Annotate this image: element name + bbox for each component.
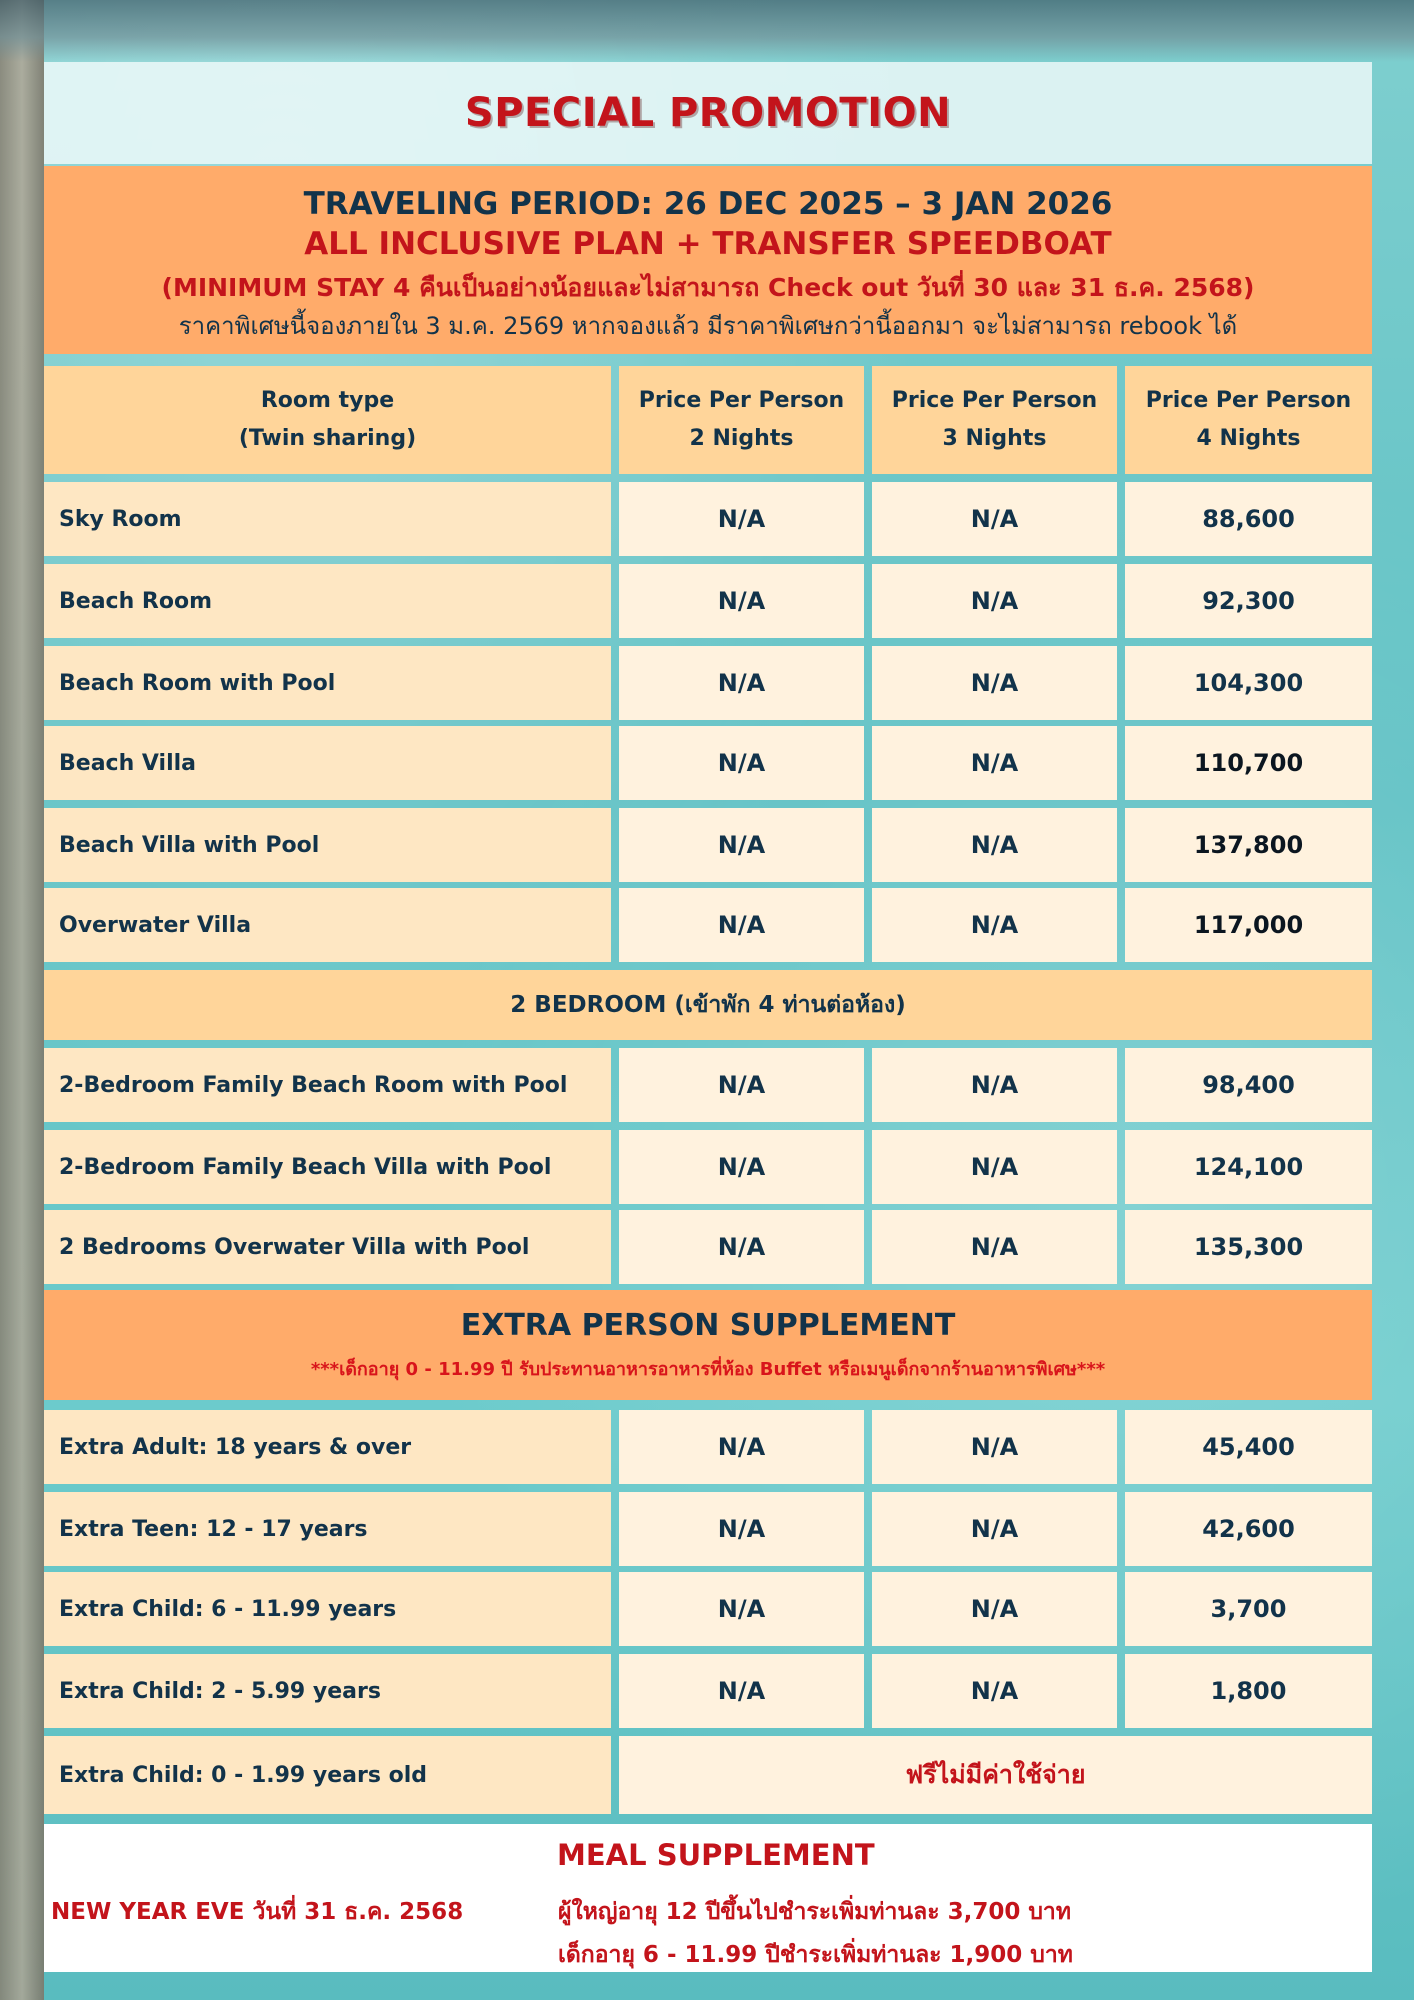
header-line: 2 Nights xyxy=(689,426,794,451)
extra-name: Extra Teen: 12 - 17 years xyxy=(44,1492,611,1566)
title-banner xyxy=(44,62,1372,164)
room-name: Beach Villa with Pool xyxy=(44,808,611,882)
price-2-nights: N/A xyxy=(619,726,864,800)
header-line: (Twin sharing) xyxy=(238,426,417,451)
price-3-nights: N/A xyxy=(872,1410,1117,1484)
price-3-nights: N/A xyxy=(872,1210,1117,1284)
price-4-nights: 98,400 xyxy=(1125,1048,1372,1122)
price-2-nights: N/A xyxy=(619,1210,864,1284)
extra-name: Extra Child: 2 - 5.99 years xyxy=(44,1654,611,1728)
price-4-nights: 117,000 xyxy=(1125,888,1372,962)
price-3-nights: N/A xyxy=(872,1130,1117,1204)
header-line: Price Per Person xyxy=(891,388,1098,413)
meal-supplement-box xyxy=(44,1824,1372,1972)
period-banner xyxy=(44,166,1372,354)
header-room-type xyxy=(44,366,611,474)
header-line: Price Per Person xyxy=(1145,388,1352,413)
price-3-nights: N/A xyxy=(872,1572,1117,1646)
price-3-nights: N/A xyxy=(872,646,1117,720)
extra-person-note: ***เด็กอายุ 0 - 11.99 ปี รับประทานอาหารอาหารที่ห้อง Buffet หรือเมนูเด็กจากร้านอาหารพิเศษ*** xyxy=(310,1359,1106,1380)
room-name: 2 Bedrooms Overwater Villa with Pool xyxy=(44,1210,611,1284)
price-2-nights: N/A xyxy=(619,1048,864,1122)
meal-adult-price: ผู้ใหญ่อายุ 12 ปีขึ้นไปชำระเพิ่มท่านละ 3,700 บาท xyxy=(558,1899,1072,1925)
price-3-nights: N/A xyxy=(872,1048,1117,1122)
plan-name: ALL INCLUSIVE PLAN + TRANSFER SPEEDBOAT xyxy=(304,226,1112,262)
price-2-nights: N/A xyxy=(619,564,864,638)
price-4-nights: 92,300 xyxy=(1125,564,1372,638)
price-3-nights: N/A xyxy=(872,1492,1117,1566)
minimum-stay-note: (MINIMUM STAY 4 คืนเป็นอย่างน้อยและไม่สามารถ Check out วันที่ 30 และ 31 ธ.ค. 2568) xyxy=(161,273,1255,302)
price-4-nights: 45,400 xyxy=(1125,1410,1372,1484)
header-line: 4 Nights xyxy=(1196,426,1301,451)
infant-free-value: ฟรีไม่มีค่าใช้จ่าย xyxy=(619,1736,1372,1814)
page-title: SPECIAL PROMOTION xyxy=(464,90,952,136)
price-2-nights: N/A xyxy=(619,1572,864,1646)
price-4-nights: 42,600 xyxy=(1125,1492,1372,1566)
header-4-nights xyxy=(1125,366,1372,474)
booking-condition: ราคาพิเศษนี้จองภายใน 3 ม.ค. 2569 หากจองแล้ว มีราคาพิเศษกว่านี้ออกมา จะไม่สามารถ rebook ได้ xyxy=(178,312,1238,340)
price-3-nights: N/A xyxy=(872,808,1117,882)
price-4-nights: 110,700 xyxy=(1125,726,1372,800)
background-deck xyxy=(0,0,44,2000)
room-name: 2-Bedroom Family Beach Villa with Pool xyxy=(44,1130,611,1204)
room-name: Sky Room xyxy=(44,482,611,556)
two-bedroom-band: 2 BEDROOM (เข้าพัก 4 ท่านต่อห้อง) xyxy=(44,970,1372,1040)
price-3-nights: N/A xyxy=(872,482,1117,556)
price-2-nights: N/A xyxy=(619,646,864,720)
price-4-nights: 124,100 xyxy=(1125,1130,1372,1204)
price-4-nights: 1,800 xyxy=(1125,1654,1372,1728)
price-4-nights: 3,700 xyxy=(1125,1572,1372,1646)
price-4-nights: 135,300 xyxy=(1125,1210,1372,1284)
price-3-nights: N/A xyxy=(872,564,1117,638)
price-3-nights: N/A xyxy=(872,888,1117,962)
header-line: Price Per Person xyxy=(638,388,845,413)
header-2-nights xyxy=(619,366,864,474)
price-2-nights: N/A xyxy=(619,482,864,556)
extra-name: Extra Adult: 18 years & over xyxy=(44,1410,611,1484)
room-name: 2-Bedroom Family Beach Room with Pool xyxy=(44,1048,611,1122)
price-2-nights: N/A xyxy=(619,1410,864,1484)
extra-name: Extra Child: 0 - 1.99 years old xyxy=(44,1736,611,1814)
header-3-nights xyxy=(872,366,1117,474)
price-2-nights: N/A xyxy=(619,1130,864,1204)
extra-person-title: EXTRA PERSON SUPPLEMENT xyxy=(460,1308,956,1343)
price-2-nights: N/A xyxy=(619,808,864,882)
room-name: Beach Room with Pool xyxy=(44,646,611,720)
extra-person-banner xyxy=(44,1290,1372,1400)
room-name: Overwater Villa xyxy=(44,888,611,962)
price-4-nights: 104,300 xyxy=(1125,646,1372,720)
meal-child-price: เด็กอายุ 6 - 11.99 ปีชำระเพิ่มท่านละ 1,900 บาท xyxy=(558,1942,1073,1968)
new-year-eve-label: NEW YEAR EVE วันที่ 31 ธ.ค. 2568 xyxy=(51,1899,464,1925)
price-3-nights: N/A xyxy=(872,726,1117,800)
price-3-nights: N/A xyxy=(872,1654,1117,1728)
header-line: 3 Nights xyxy=(942,426,1047,451)
price-4-nights: 88,600 xyxy=(1125,482,1372,556)
price-2-nights: N/A xyxy=(619,1492,864,1566)
price-2-nights: N/A xyxy=(619,888,864,962)
price-4-nights: 137,800 xyxy=(1125,808,1372,882)
background-roof xyxy=(0,0,1414,62)
price-2-nights: N/A xyxy=(619,1654,864,1728)
header-line: Room type xyxy=(260,388,395,413)
traveling-period: TRAVELING PERIOD: 26 DEC 2025 – 3 JAN 2026 xyxy=(303,186,1113,222)
room-name: Beach Villa xyxy=(44,726,611,800)
extra-name: Extra Child: 6 - 11.99 years xyxy=(44,1572,611,1646)
room-name: Beach Room xyxy=(44,564,611,638)
meal-supplement-title: MEAL SUPPLEMENT xyxy=(557,1838,875,1872)
promotion-sheet xyxy=(44,62,1372,1972)
